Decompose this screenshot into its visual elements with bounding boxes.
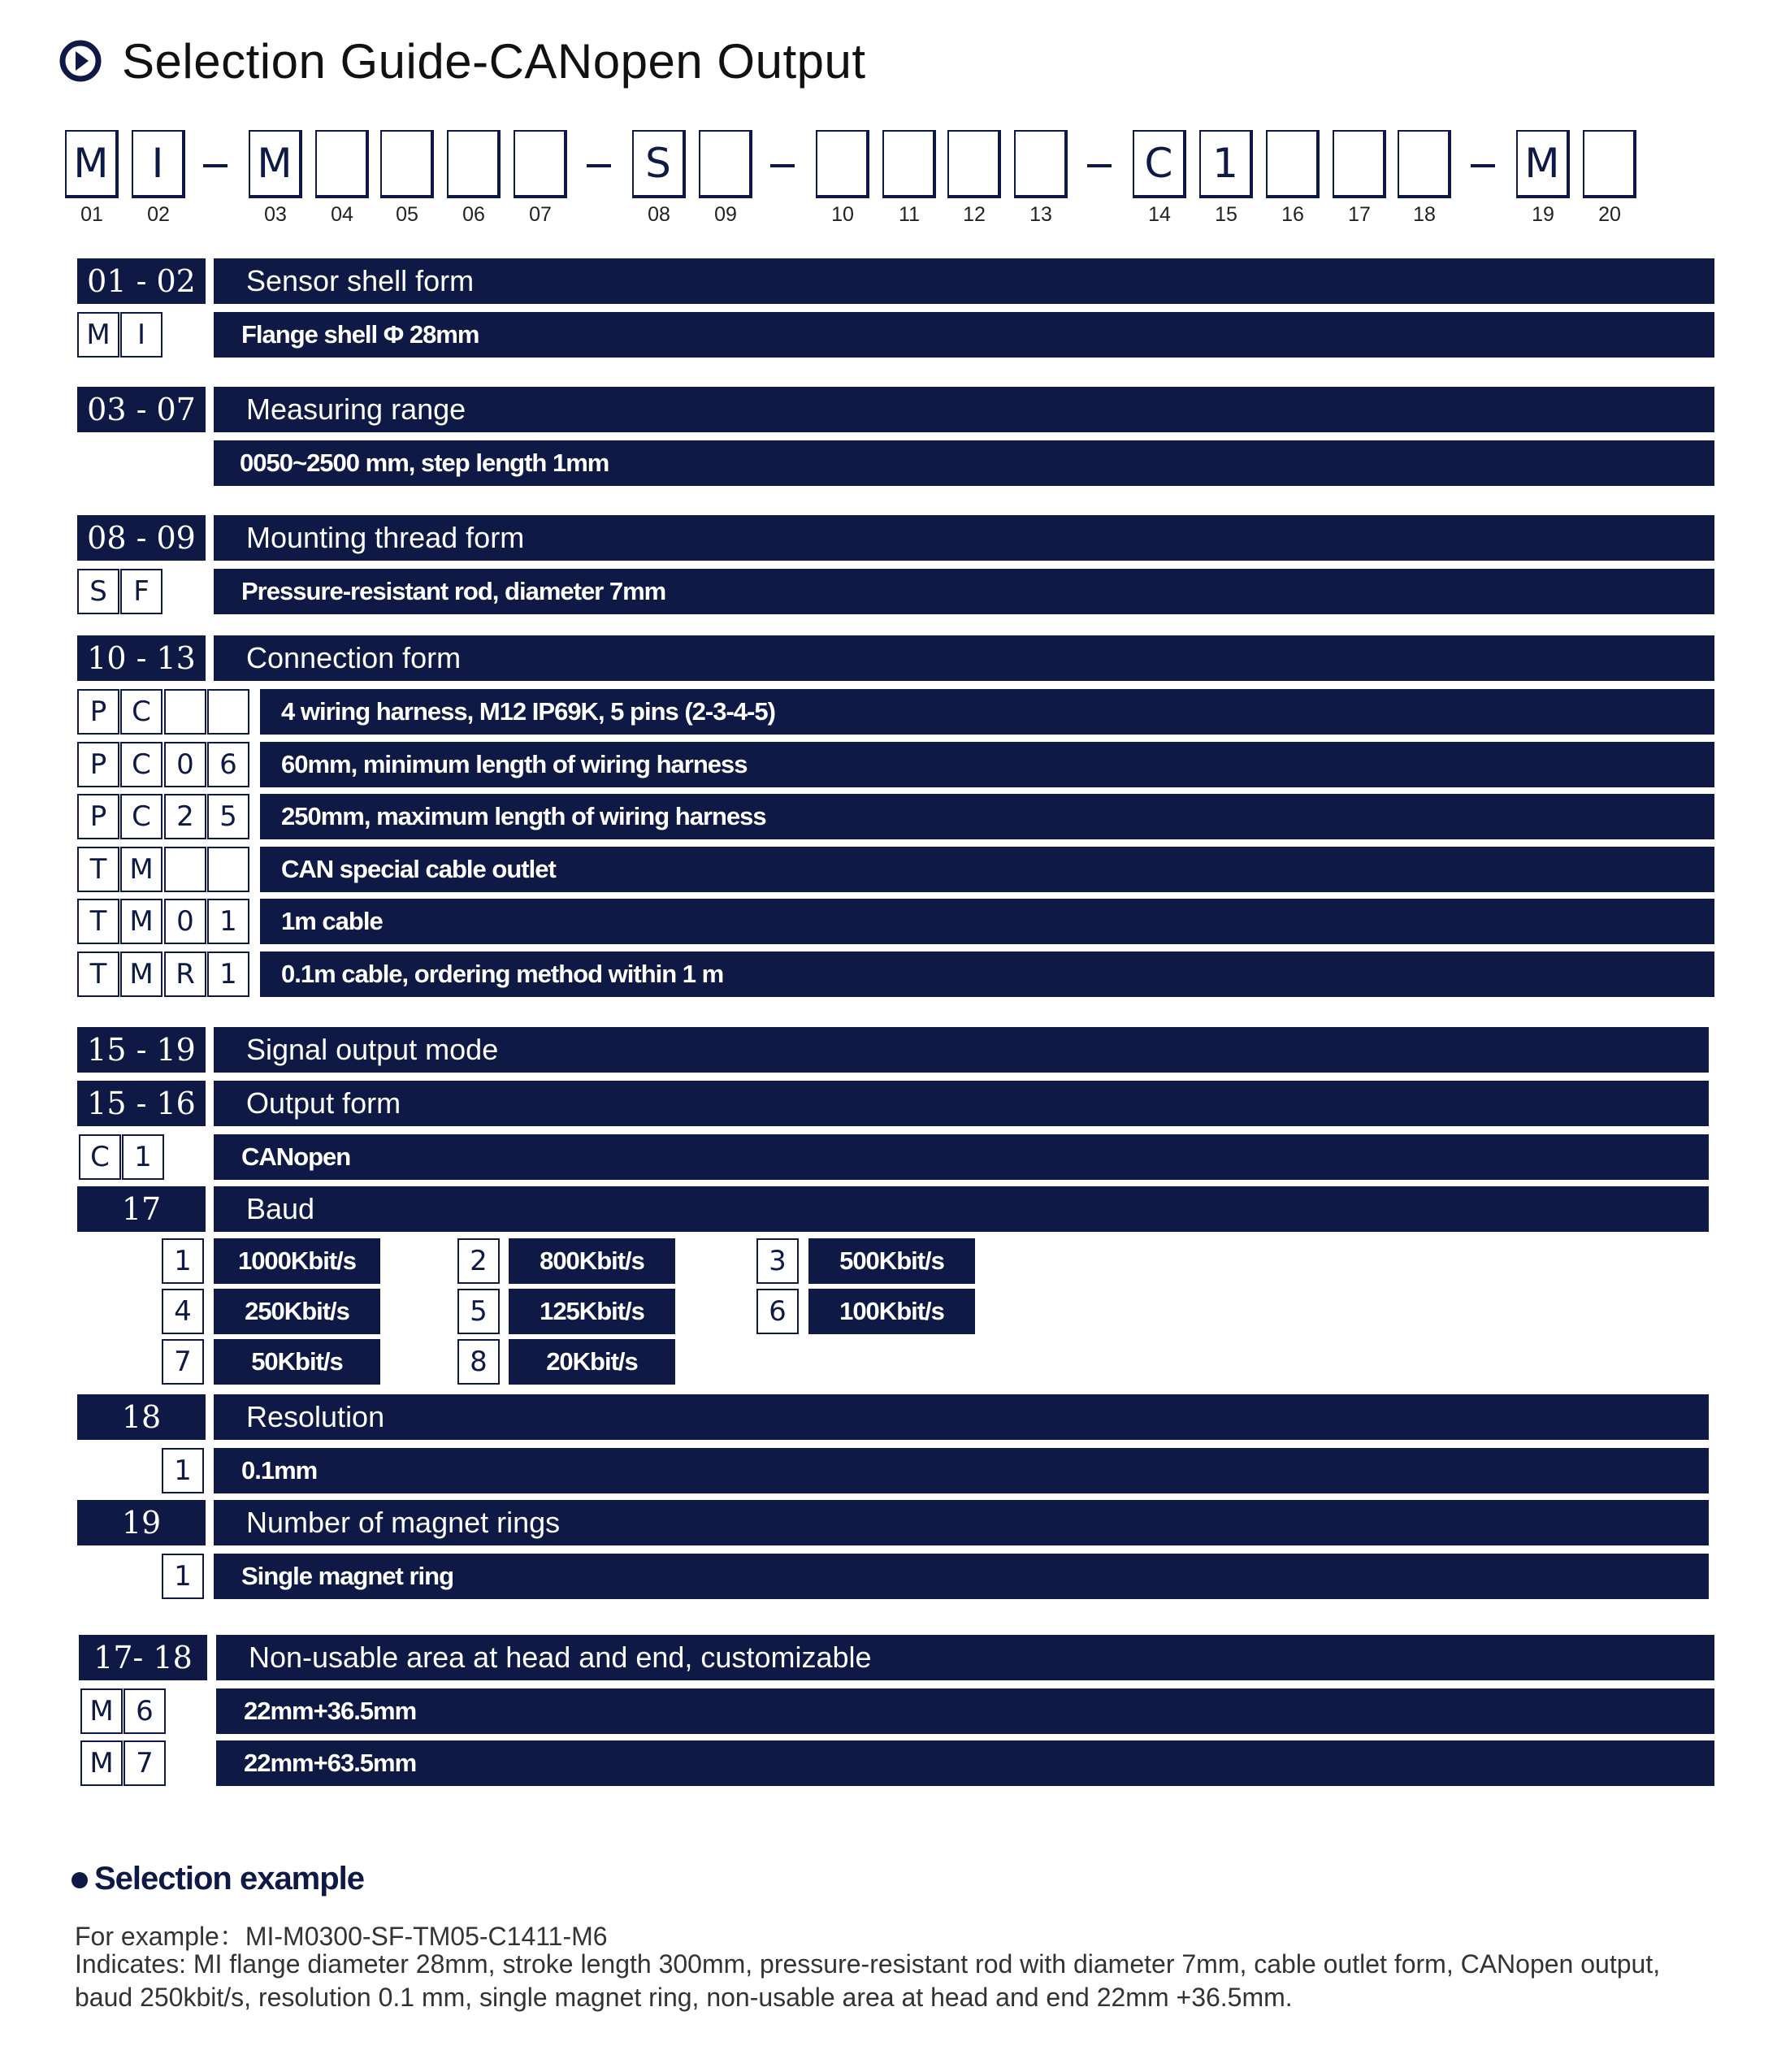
code-box: M — [77, 312, 119, 358]
section-title-output: Output form — [214, 1081, 1709, 1126]
code-box: 5 — [457, 1289, 500, 1334]
section-label-output: 15 - 16 — [77, 1081, 206, 1126]
code-box — [164, 689, 206, 735]
code-position-number: 19 — [1532, 203, 1554, 226]
option-shell: Flange shell Φ 28mm — [214, 312, 1714, 358]
code-position-number: 20 — [1598, 203, 1621, 226]
code-box: M — [80, 1740, 123, 1786]
section-title-nonusable: Non-usable area at head and end, customizable — [216, 1635, 1714, 1680]
code-box: P — [77, 742, 119, 787]
section-title-signal: Signal output mode — [214, 1027, 1709, 1073]
code-box: 1 — [162, 1448, 204, 1493]
code-box: 0 — [164, 899, 206, 944]
bullet-icon — [72, 1872, 88, 1888]
code-position-box — [1266, 130, 1320, 198]
code-position-number: 17 — [1348, 203, 1371, 226]
play-circle-icon — [59, 39, 102, 83]
baud-option: 20Kbit/s — [509, 1339, 675, 1385]
code-box: T — [77, 951, 119, 997]
code-position-number: 04 — [331, 203, 353, 226]
page-title — [59, 24, 866, 98]
code-box: 7 — [124, 1740, 166, 1786]
option-resolution: 0.1mm — [214, 1448, 1709, 1493]
code-box: T — [77, 899, 119, 944]
code-position-box — [447, 130, 501, 198]
code-position-number: 18 — [1413, 203, 1436, 226]
baud-option: 50Kbit/s — [214, 1339, 380, 1385]
code-box: M — [80, 1688, 123, 1734]
option-connection: 250mm, maximum length of wiring harness — [260, 794, 1714, 839]
code-box: 2 — [164, 794, 206, 839]
option-nonusable: 22mm+36.5mm — [216, 1688, 1714, 1734]
code-position-number: 08 — [648, 203, 670, 226]
example-title — [72, 1861, 364, 1897]
section-title-baud: Baud — [214, 1186, 1709, 1232]
code-separator — [203, 164, 228, 167]
code-position-box — [380, 130, 434, 198]
example-line: For example：MI-M0300-SF-TM05-C1411-M6 — [75, 1922, 608, 1951]
code-position-number: 02 — [147, 203, 170, 226]
code-box: I — [120, 312, 163, 358]
code-box: 3 — [756, 1238, 799, 1284]
section-title-magnets: Number of magnet rings — [214, 1500, 1709, 1545]
code-position-box — [882, 130, 936, 198]
code-position-box: M — [65, 130, 119, 198]
code-position-number: 10 — [831, 203, 854, 226]
section-title-resolution: Resolution — [214, 1394, 1709, 1440]
code-box: 1 — [162, 1238, 204, 1284]
code-box: 1 — [207, 899, 249, 944]
code-separator — [1471, 164, 1495, 167]
code-separator — [587, 164, 611, 167]
code-box: 6 — [207, 742, 249, 787]
baud-option: 800Kbit/s — [509, 1238, 675, 1284]
code-position-box: 1 — [1199, 130, 1253, 198]
code-box — [207, 689, 249, 735]
code-position-box — [514, 130, 567, 198]
code-position-number: 14 — [1148, 203, 1171, 226]
option-nonusable: 22mm+63.5mm — [216, 1740, 1714, 1786]
option-range: 0050~2500 mm, step length 1mm — [214, 440, 1714, 486]
code-position-number: 15 — [1215, 203, 1237, 226]
option-output: CANopen — [214, 1134, 1709, 1180]
code-box: F — [120, 569, 163, 614]
option-magnets: Single magnet ring — [214, 1554, 1709, 1599]
code-position-box: M — [1516, 130, 1570, 198]
section-label-magnets: 19 — [77, 1500, 206, 1545]
baud-option: 1000Kbit/s — [214, 1238, 380, 1284]
code-box: 6 — [756, 1289, 799, 1334]
section-label-connection: 10 - 13 — [77, 635, 206, 681]
baud-option: 500Kbit/s — [808, 1238, 975, 1284]
code-position-box — [1014, 130, 1068, 198]
code-box: 1 — [162, 1554, 204, 1599]
code-position-box — [1333, 130, 1386, 198]
option-connection: 4 wiring harness, M12 IP69K, 5 pins (2-3-4-5) — [260, 689, 1714, 735]
section-label-signal: 15 - 19 — [77, 1027, 206, 1073]
code-box: P — [77, 689, 119, 735]
code-box: T — [77, 847, 119, 892]
code-separator — [1087, 164, 1112, 167]
code-box: C — [79, 1134, 121, 1180]
code-box: M — [120, 951, 163, 997]
example-title-text: Selection example — [94, 1861, 365, 1896]
section-title-thread: Mounting thread form — [214, 515, 1714, 561]
code-box: S — [77, 569, 119, 614]
code-box: 7 — [162, 1339, 204, 1385]
section-label-shell: 01 - 02 — [77, 258, 206, 304]
code-box: 4 — [162, 1289, 204, 1334]
code-box: 8 — [457, 1339, 500, 1385]
code-box: 5 — [207, 794, 249, 839]
code-position-number: 11 — [899, 203, 920, 226]
section-title-connection: Connection form — [214, 635, 1714, 681]
baud-option: 125Kbit/s — [509, 1289, 675, 1334]
code-box: 2 — [457, 1238, 500, 1284]
section-label-range: 03 - 07 — [77, 387, 206, 432]
code-box: M — [120, 899, 163, 944]
option-connection: 1m cable — [260, 899, 1714, 944]
code-box: M — [120, 847, 163, 892]
option-connection: CAN special cable outlet — [260, 847, 1714, 892]
code-position-box — [947, 130, 1001, 198]
section-label-baud: 17 — [77, 1186, 206, 1232]
code-separator — [770, 164, 795, 167]
code-box — [164, 847, 206, 892]
code-position-number: 09 — [714, 203, 737, 226]
section-label-nonusable: 17- 18 — [79, 1635, 207, 1680]
option-connection: 0.1m cable, ordering method within 1 m — [260, 951, 1714, 997]
code-position-number: 03 — [264, 203, 287, 226]
code-position-box — [816, 130, 869, 198]
code-box: C — [120, 742, 163, 787]
code-position-box: M — [249, 130, 302, 198]
code-position-number: 06 — [462, 203, 485, 226]
section-title-shell: Sensor shell form — [214, 258, 1714, 304]
baud-option: 100Kbit/s — [808, 1289, 975, 1334]
code-box: 0 — [164, 742, 206, 787]
baud-option: 250Kbit/s — [214, 1289, 380, 1334]
option-thread: Pressure-resistant rod, diameter 7mm — [214, 569, 1714, 614]
code-box: R — [164, 951, 206, 997]
code-position-number: 16 — [1281, 203, 1304, 226]
code-box: P — [77, 794, 119, 839]
code-box — [207, 847, 249, 892]
code-position-box — [315, 130, 369, 198]
code-position-number: 07 — [529, 203, 552, 226]
code-position-number: 13 — [1029, 203, 1052, 226]
code-box: C — [120, 794, 163, 839]
code-box: 1 — [207, 951, 249, 997]
page-title-text: Selection Guide-CANopen Output — [122, 33, 866, 89]
code-position-box — [1398, 130, 1451, 198]
code-position-box: C — [1133, 130, 1186, 198]
code-position-box: S — [632, 130, 686, 198]
code-position-box — [699, 130, 752, 198]
section-title-range: Measuring range — [214, 387, 1714, 432]
code-box: 6 — [124, 1688, 166, 1734]
example-description: baud 250kbit/s, resolution 0.1 mm, single magnet ring, non-usable area at head and end 22mm +36.5mm. — [75, 1983, 1293, 2012]
code-position-box — [1583, 130, 1636, 198]
code-position-number: 12 — [963, 203, 986, 226]
code-position-number: 01 — [80, 203, 103, 226]
section-label-thread: 08 - 09 — [77, 515, 206, 561]
code-position-box: I — [132, 130, 185, 198]
code-box: C — [120, 689, 163, 735]
section-label-resolution: 18 — [77, 1394, 206, 1440]
code-box: 1 — [122, 1134, 164, 1180]
code-position-number: 05 — [396, 203, 418, 226]
example-description: Indicates: MI flange diameter 28mm, stroke length 300mm, pressure-resistant rod with diameter 7mm, cable outlet form, CANopen output, — [75, 1949, 1661, 1979]
option-connection: 60mm, minimum length of wiring harness — [260, 742, 1714, 787]
